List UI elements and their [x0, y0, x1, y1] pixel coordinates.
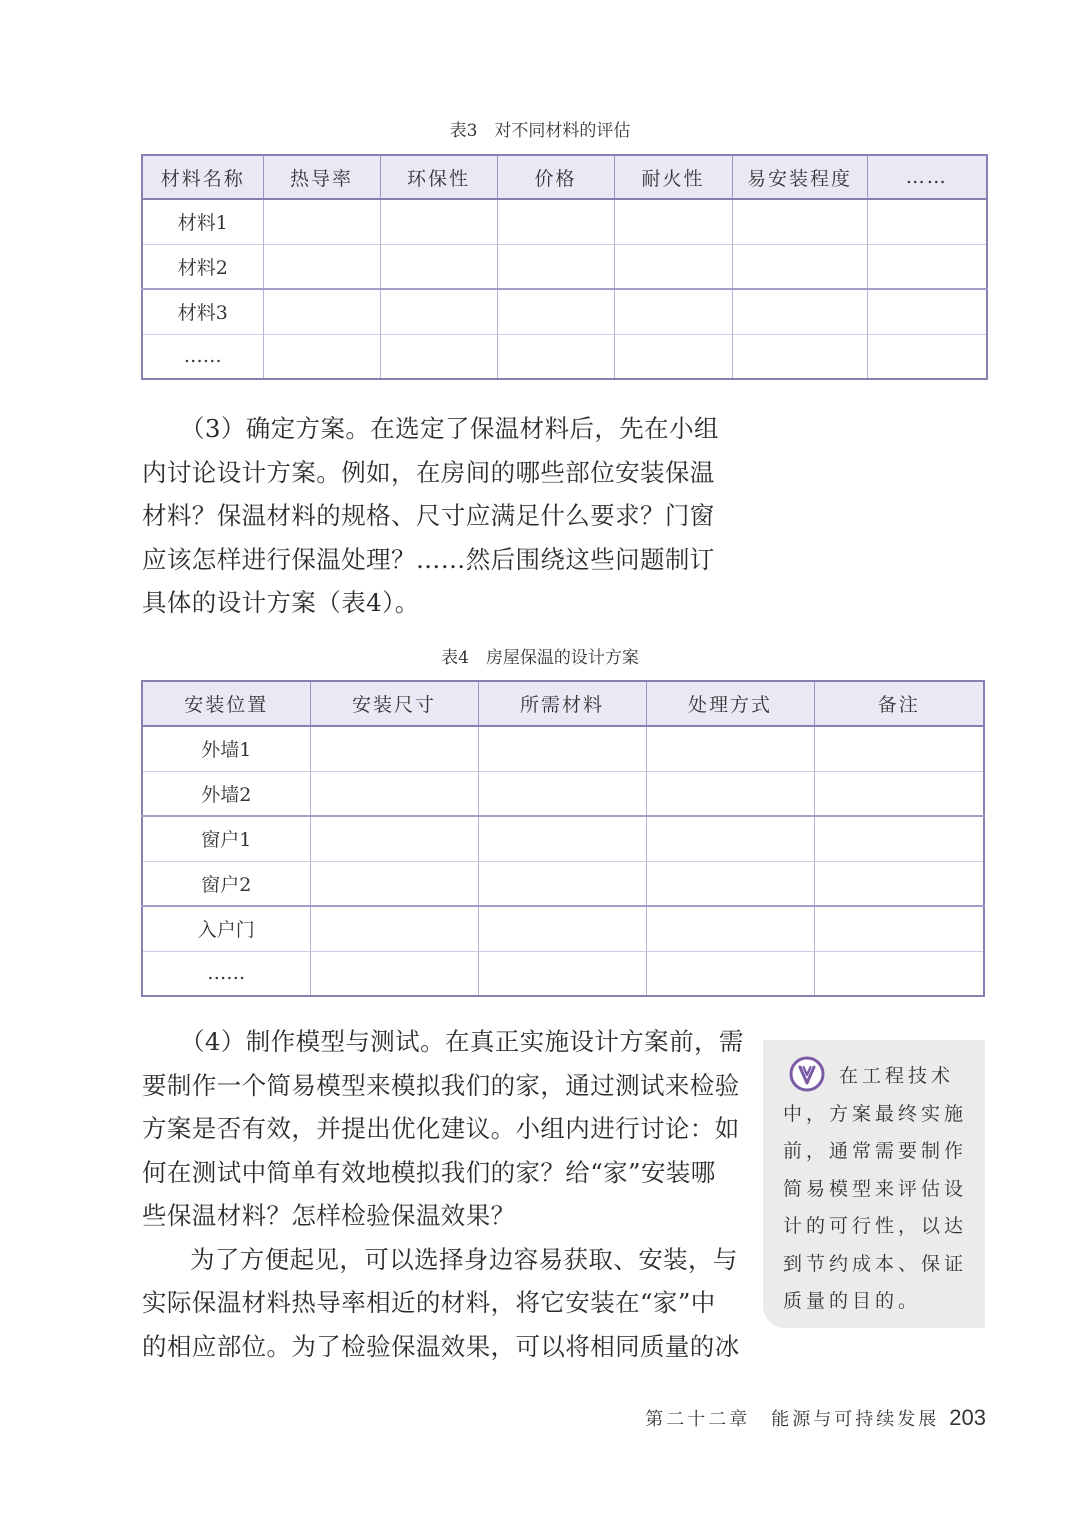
table-cell: [867, 334, 987, 379]
table-cell: [380, 334, 497, 379]
table4-header: 处理方式: [646, 681, 814, 726]
row-label: 外墙1: [142, 726, 310, 771]
table-cell: [732, 199, 867, 244]
table-cell: [867, 199, 987, 244]
table-cell: [497, 199, 614, 244]
table-cell: [646, 726, 814, 771]
row-label: ……: [142, 951, 310, 996]
table-cell: [310, 906, 478, 951]
table-cell: [814, 726, 984, 771]
table4-caption: 表4 房屋保温的设计方案: [441, 648, 639, 668]
table-cell: [867, 289, 987, 334]
row-label: 材料2: [142, 244, 263, 289]
table-cell: [263, 334, 380, 379]
table-cell: [497, 244, 614, 289]
table-cell: [614, 199, 732, 244]
table-cell: [497, 334, 614, 379]
table-cell: [614, 334, 732, 379]
row-label: 材料3: [142, 289, 263, 334]
page-footer: [645, 1405, 986, 1431]
row-label: ……: [142, 334, 263, 379]
paragraph-line: 为了方便起见，可以选择身边容易获取、安装，与: [190, 1244, 738, 1274]
table-cell: [814, 906, 984, 951]
table-cell: [380, 244, 497, 289]
table-cell: [814, 861, 984, 906]
paragraph-line: 方案是否有效，并提出优化建议。小组内进行讨论：如: [142, 1114, 740, 1143]
row-label: 窗户1: [142, 816, 310, 861]
paragraph-step4: [142, 1020, 744, 1368]
table-cell: [478, 816, 646, 861]
table-cell: [310, 771, 478, 816]
table-cell: [263, 289, 380, 334]
paragraph-line: 应该怎样进行保温处理？……然后围绕这些问题制订: [142, 544, 715, 574]
table3-header-row: [142, 155, 987, 199]
table-row: [142, 951, 984, 996]
table3-header: 环保性: [380, 155, 497, 199]
table4-header: 备注: [814, 681, 984, 726]
table3-header: 易安装程度: [732, 155, 867, 199]
table-cell: [646, 771, 814, 816]
table-row: [142, 816, 984, 861]
table-cell: [310, 951, 478, 996]
table-cell: [263, 244, 380, 289]
table-cell: [478, 771, 646, 816]
page-number: 203: [949, 1405, 986, 1430]
table3: [141, 154, 988, 380]
table-row: [142, 199, 987, 244]
paragraph-line: 些保温材料？怎样检验保温效果？: [142, 1201, 516, 1230]
paragraph-line: 何在测试中简单有效地模拟我们的家？给“家”安装哪: [142, 1157, 716, 1187]
table-cell: [732, 244, 867, 289]
table-cell: [310, 861, 478, 906]
table-cell: [646, 816, 814, 861]
table-row: [142, 244, 987, 289]
paragraph-line: （3）确定方案。在选定了保温材料后，先在小组: [180, 414, 719, 443]
chapter-title: 第二十二章 能源与可持续发展: [645, 1409, 940, 1430]
table-cell: [814, 816, 984, 861]
paragraph-line: 的相应部位。为了检验保温效果，可以将相同质量的冰: [142, 1331, 740, 1361]
table-cell: [732, 289, 867, 334]
table-cell: [478, 951, 646, 996]
paragraph-step3: [142, 407, 738, 625]
table-cell: [614, 289, 732, 334]
table-cell: [263, 199, 380, 244]
table-cell: [478, 906, 646, 951]
paragraph-line: 具体的设计方案（表4）。: [142, 588, 420, 617]
table-row: [142, 726, 984, 771]
paragraph-line: 内讨论设计方案。例如，在房间的哪些部位安装保温: [142, 457, 715, 487]
table-cell: [732, 334, 867, 379]
table-cell: [497, 289, 614, 334]
table3-header: 材料名称: [142, 155, 263, 199]
side-note-text: 在工程技术中，方案最终实施前，通常需要制作简易模型来评估设计的可行性，以达到节约成本、保证质量的目的。: [783, 1065, 968, 1312]
table-cell: [646, 861, 814, 906]
table3-header: 热导率: [263, 155, 380, 199]
table3-caption: 表3 对不同材料的评估: [449, 121, 631, 141]
paragraph-line: 实际保温材料热导率相近的材料，将它安装在“家”中: [142, 1288, 716, 1317]
table4-header: 安装尺寸: [310, 681, 478, 726]
paragraph-line: 要制作一个简易模型来模拟我们的家，通过测试来检验: [142, 1070, 740, 1100]
table-cell: [478, 726, 646, 771]
table-cell: [614, 244, 732, 289]
table-row: [142, 289, 987, 334]
table-cell: [380, 199, 497, 244]
row-label: 窗户2: [142, 861, 310, 906]
table-cell: [646, 951, 814, 996]
paragraph-line: （4）制作模型与测试。在真正实施设计方案前，需: [180, 1027, 744, 1056]
table-cell: [310, 816, 478, 861]
table-cell: [310, 726, 478, 771]
paragraph-line: 材料？保温材料的规格、尺寸应满足什么要求？门窗: [142, 501, 715, 530]
table-row: [142, 906, 984, 951]
table3-header: ……: [867, 155, 987, 199]
table-row: [142, 861, 984, 906]
row-label: 入户门: [142, 906, 310, 951]
table4-header: 安装位置: [142, 681, 310, 726]
table4-header: 所需材料: [478, 681, 646, 726]
table-cell: [814, 771, 984, 816]
table3-header: 耐火性: [614, 155, 732, 199]
table4-header-row: [142, 681, 984, 726]
row-label: 外墙2: [142, 771, 310, 816]
side-note: [763, 1040, 985, 1328]
table4: [141, 680, 985, 997]
table-cell: [646, 906, 814, 951]
table-cell: [380, 289, 497, 334]
table3-header: 价格: [497, 155, 614, 199]
row-label: 材料1: [142, 199, 263, 244]
table-cell: [867, 244, 987, 289]
table-cell: [814, 951, 984, 996]
table-row: [142, 771, 984, 816]
table-cell: [478, 861, 646, 906]
table-row: [142, 334, 987, 379]
